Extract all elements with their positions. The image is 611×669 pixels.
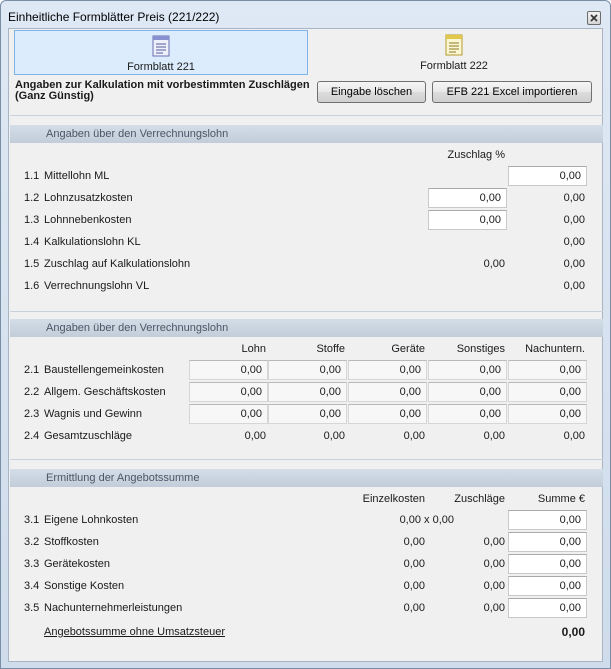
row-number: 2.2 (24, 386, 40, 398)
total-label-link[interactable]: Angebotssumme ohne Umsatzsteuer (44, 626, 225, 638)
column-header: Lohn (241, 343, 266, 355)
row-number: 1.1 (24, 170, 40, 182)
zuschlag-value: 0,00 (483, 536, 505, 548)
row-label: Kalkulationslohn KL (44, 236, 141, 248)
summe-field[interactable]: 0,00 (508, 598, 587, 618)
zuschlag-field[interactable]: 0,00 (268, 404, 347, 424)
row-number: 1.4 (24, 236, 40, 248)
zuschlag-field[interactable]: 0,00 (189, 360, 268, 380)
row-label: Wagnis und Gewinn (44, 408, 143, 420)
tab-formblatt-222[interactable] (309, 30, 599, 75)
einzelkosten-value: 0,00 x 0,00 (399, 514, 454, 526)
form-panel (8, 28, 603, 662)
row-label: Lohnnebenkosten (44, 214, 132, 226)
tab-label: Formblatt 222 (420, 60, 488, 72)
column-header: Stoffe (316, 343, 345, 355)
total-cell: 0,00 (403, 430, 425, 442)
mittellohn-input[interactable]: 0,00 (508, 166, 587, 186)
divider (10, 459, 603, 460)
column-header: Summe € (537, 493, 585, 505)
title-bar (1, 1, 610, 29)
total-cell: 0,00 (483, 430, 505, 442)
import-excel-button[interactable]: EFB 221 Excel importieren (432, 81, 592, 103)
row-number: 2.4 (24, 430, 40, 442)
row-label: Gesamtzuschläge (44, 430, 133, 442)
einzelkosten-value: 0,00 (403, 536, 425, 548)
einzelkosten-value: 0,00 (403, 602, 425, 614)
zuschlag-value: 0,00 (483, 558, 505, 570)
zuschlag-field[interactable]: 0,00 (508, 360, 587, 380)
summe-field[interactable]: 0,00 (508, 510, 587, 530)
summe-field[interactable]: 0,00 (508, 532, 587, 552)
zuschlag-field[interactable]: 0,00 (268, 382, 347, 402)
summe-field[interactable]: 0,00 (508, 576, 587, 596)
zuschlag-field[interactable]: 0,00 (348, 382, 427, 402)
row-number: 2.1 (24, 364, 40, 376)
section-header: Angaben über den Verrechnungslohn (10, 319, 603, 337)
row-number: 1.3 (24, 214, 40, 226)
row-value: 0,00 (563, 214, 585, 226)
row-label: Lohnzusatzkosten (44, 192, 133, 204)
row-label: Baustellengemeinkosten (44, 364, 164, 376)
row-number: 1.5 (24, 258, 40, 270)
divider (10, 115, 603, 116)
window-title: Einheitliche Formblätter Preis (221/222) (8, 10, 220, 24)
einzelkosten-value: 0,00 (403, 558, 425, 570)
zuschlag-value: 0,00 (483, 580, 505, 592)
form-heading (15, 80, 315, 102)
row-number: 3.3 (24, 558, 40, 570)
total-cell: 0,00 (563, 430, 585, 442)
total-cell: 0,00 (244, 430, 266, 442)
total-cell: 0,00 (323, 430, 345, 442)
column-header: Einzelkosten (362, 493, 425, 505)
zuschlag-input[interactable]: 0,00 (428, 188, 507, 208)
document-icon (152, 35, 170, 57)
zuschlag-field[interactable]: 0,00 (428, 404, 507, 424)
heading-line-2: (Ganz Günstig) (15, 90, 94, 102)
zuschlag-value: 0,00 (483, 258, 505, 270)
tab-formblatt-221[interactable] (14, 30, 308, 75)
row-number: 1.2 (24, 192, 40, 204)
zuschlag-field[interactable]: 0,00 (508, 382, 587, 402)
divider (10, 311, 603, 312)
row-number: 3.1 (24, 514, 40, 526)
row-label: Verrechnungslohn VL (44, 280, 150, 292)
tab-label: Formblatt 221 (127, 61, 195, 73)
zuschlag-field[interactable]: 0,00 (428, 382, 507, 402)
row-number: 3.5 (24, 602, 40, 614)
summe-field[interactable]: 0,00 (508, 554, 587, 574)
row-label: Allgem. Geschäftskosten (44, 386, 166, 398)
zuschlag-field[interactable]: 0,00 (189, 382, 268, 402)
section-header: Ermittlung der Angebotssumme (10, 469, 603, 487)
row-value: 0,00 (563, 236, 585, 248)
clear-input-button[interactable]: Eingabe löschen (317, 81, 426, 103)
einzelkosten-value: 0,00 (403, 580, 425, 592)
close-icon (590, 14, 598, 22)
close-button[interactable] (587, 11, 601, 25)
row-label: Zuschlag auf Kalkulationslohn (44, 258, 191, 270)
zuschlag-field[interactable]: 0,00 (428, 360, 507, 380)
row-value: 0,00 (563, 192, 585, 204)
row-label: Nachunternehmerleistungen (44, 602, 183, 614)
document-icon (445, 34, 463, 56)
zuschlag-field[interactable]: 0,00 (268, 360, 347, 380)
row-label: Mittellohn ML (44, 170, 110, 182)
row-number: 2.3 (24, 408, 40, 420)
heading-line-1: Angaben zur Kalkulation mit vorbestimmten Zuschlägen (15, 79, 310, 91)
row-label: Sonstige Kosten (44, 580, 125, 592)
row-value: 0,00 (563, 280, 585, 292)
section-header: Angaben über den Verrechnungslohn (10, 125, 603, 143)
zuschlag-field[interactable]: 0,00 (348, 404, 427, 424)
row-number: 3.4 (24, 580, 40, 592)
row-value: 0,00 (563, 258, 585, 270)
row-number: 3.2 (24, 536, 40, 548)
zuschlag-input[interactable]: 0,00 (428, 210, 507, 230)
column-header: Sonstiges (456, 343, 505, 355)
column-header-zuschlag: Zuschlag % (447, 149, 505, 161)
row-number: 1.6 (24, 280, 40, 292)
zuschlag-field[interactable]: 0,00 (348, 360, 427, 380)
row-label: Gerätekosten (44, 558, 111, 570)
zuschlag-value: 0,00 (483, 602, 505, 614)
zuschlag-field[interactable]: 0,00 (189, 404, 268, 424)
row-label: Stoffkosten (44, 536, 99, 548)
total-value: 0,00 (561, 625, 585, 639)
column-header: Nachuntern. (525, 343, 585, 355)
column-header: Zuschläge (454, 493, 505, 505)
row-label: Eigene Lohnkosten (44, 514, 139, 526)
column-header: Geräte (391, 343, 425, 355)
zuschlag-field[interactable]: 0,00 (508, 404, 587, 424)
